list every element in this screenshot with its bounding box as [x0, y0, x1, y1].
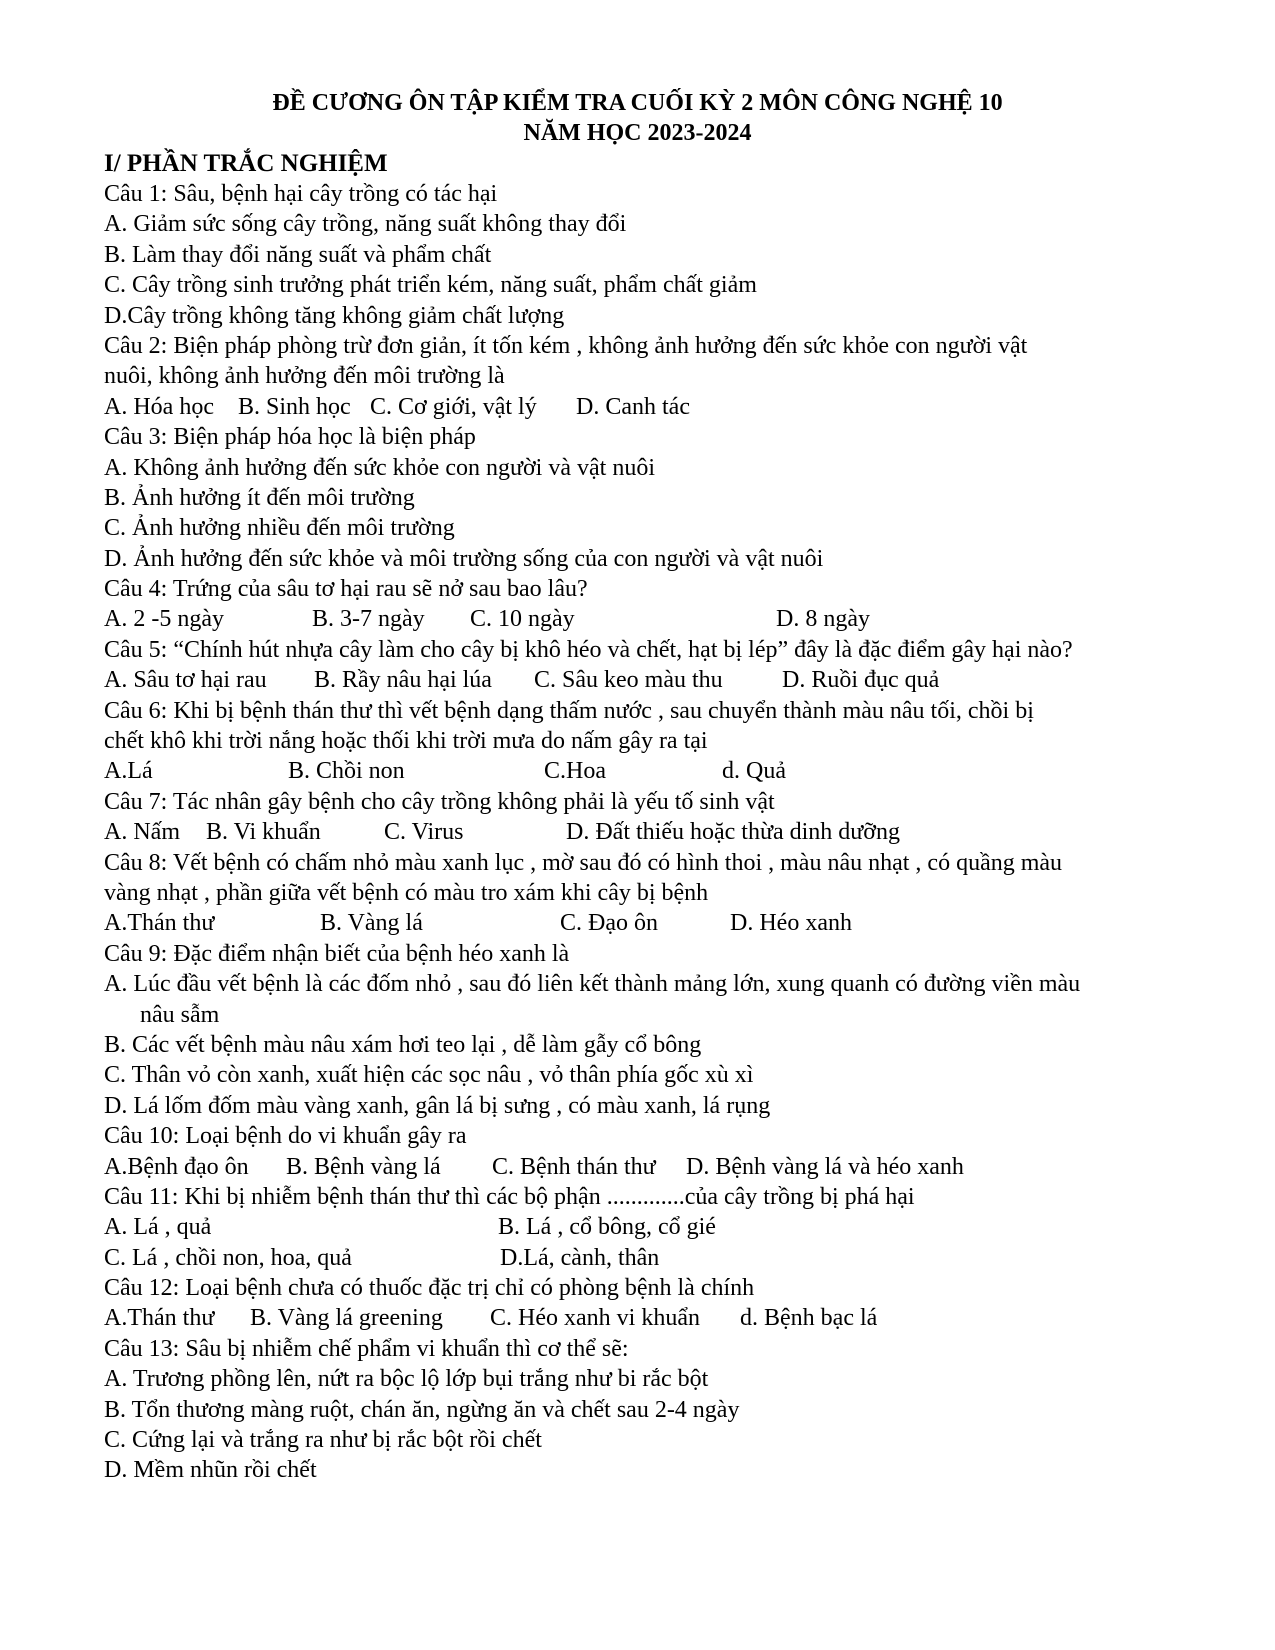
- q6-option-b: B. Chồi non: [288, 758, 405, 785]
- q12-option-d: d. Bệnh bạc lá: [740, 1305, 878, 1332]
- q3-option-c: C. Ảnh hưởng nhiều đến môi trường: [104, 515, 455, 542]
- q2-option-c: C. Cơ giới, vật lý: [370, 393, 537, 420]
- q11-options-row1: [104, 1212, 1214, 1242]
- q9-option-c: C. Thân vỏ còn xanh, xuất hiện các sọc nâu , vỏ thân phía gốc xù xì: [104, 1062, 754, 1089]
- q7-option-b: B. Vi khuẩn: [206, 819, 321, 846]
- q12-options: [104, 1303, 1214, 1333]
- q7-option-a: A. Nấm: [104, 819, 180, 846]
- q6-option-c: C.Hoa: [544, 758, 606, 785]
- question-3: Câu 3: Biện pháp hóa học là biện pháp: [104, 424, 476, 451]
- q3-option-d: D. Ảnh hưởng đến sức khỏe và môi trường sống của con người và vật nuôi: [104, 545, 824, 572]
- q13-option-c: C. Cứng lại và trắng ra như bị rắc bột rồi chết: [104, 1427, 542, 1454]
- q8-option-d: D. Héo xanh: [730, 910, 852, 937]
- q10-option-a: A.Bệnh đạo ôn: [104, 1153, 249, 1180]
- question-10: Câu 10: Loại bệnh do vi khuẩn gây ra: [104, 1123, 467, 1150]
- q1-option-a: A. Giảm sức sống cây trồng, năng suất không thay đổi: [104, 211, 627, 238]
- question-8: Câu 8: Vết bệnh có chấm nhỏ màu xanh lục , mờ sau đó có hình thoi , màu nâu nhạt , có quầng màu: [104, 849, 1063, 876]
- q6-option-d: d. Quả: [722, 758, 786, 785]
- q3-option-a: A. Không ảnh hưởng đến sức khỏe con người và vật nuôi: [104, 454, 655, 481]
- q6-options: [104, 756, 1214, 786]
- q9-option-a-cont: nâu sẫm: [140, 1001, 220, 1028]
- q12-option-b: B. Vàng lá greening: [250, 1305, 443, 1332]
- question-11: Câu 11: Khi bị nhiễm bệnh thán thư thì các bộ phận .............của cây trồng bị phá hại: [104, 1183, 915, 1210]
- q12-option-c: C. Héo xanh vi khuẩn: [490, 1305, 700, 1332]
- q13-option-d: D. Mềm nhũn rồi chết: [104, 1457, 317, 1484]
- q11-options-row2: [104, 1243, 1214, 1273]
- q11-option-b: B. Lá , cổ bông, cổ gié: [498, 1214, 716, 1241]
- q10-option-d: D. Bệnh vàng lá và héo xanh: [686, 1153, 964, 1180]
- q13-option-a: A. Trương phồng lên, nứt ra bộc lộ lớp bụi trắng như bi rắc bột: [104, 1366, 709, 1393]
- q7-options: [104, 817, 1214, 847]
- q2-option-a: A. Hóa học: [104, 393, 214, 420]
- question-9: Câu 9: Đặc điểm nhận biết của bệnh héo xanh là: [104, 940, 570, 967]
- q11-option-a: A. Lá , quả: [104, 1214, 212, 1241]
- q8-option-a: A.Thán thư: [104, 910, 215, 937]
- q4-options: [104, 604, 1214, 634]
- question-2-cont: nuôi, không ảnh hưởng đến môi trường là: [104, 363, 505, 390]
- q7-option-c: C. Virus: [384, 819, 464, 846]
- question-6: Câu 6: Khi bị bệnh thán thư thì vết bệnh dạng thấm nước , sau chuyển thành màu nâu tối, chồi bị: [104, 697, 1034, 724]
- q9-option-d: D. Lá lốm đốm màu vàng xanh, gân lá bị sưng , có màu xanh, lá rụng: [104, 1092, 771, 1119]
- exam-body: [104, 148, 1214, 1486]
- doc-title: ĐỀ CƯƠNG ÔN TẬP KIỂM TRA CUỐI KỲ 2 MÔN CÔNG NGHỆ 10: [272, 90, 1003, 116]
- question-12: Câu 12: Loại bệnh chưa có thuốc đặc trị chỉ có phòng bệnh là chính: [104, 1275, 755, 1302]
- q11-option-c: C. Lá , chồi non, hoa, quả: [104, 1244, 352, 1271]
- q4-option-c: C. 10 ngày: [470, 606, 575, 633]
- q2-option-b: B. Sinh học: [238, 393, 351, 420]
- q8-option-b: B. Vàng lá: [320, 910, 423, 937]
- question-13: Câu 13: Sâu bị nhiễm chế phẩm vi khuẩn thì cơ thể sẽ:: [104, 1335, 629, 1362]
- q3-option-b: B. Ảnh hưởng ít đến môi trường: [104, 484, 415, 511]
- q5-option-d: D. Ruồi đục quả: [782, 667, 940, 694]
- question-2: Câu 2: Biện pháp phòng trừ đơn giản, ít tốn kém , không ảnh hưởng đến sức khỏe con người vật: [104, 332, 1028, 359]
- q4-option-b: B. 3-7 ngày: [312, 606, 425, 633]
- q5-options: [104, 665, 1214, 695]
- q1-option-c: C. Cây trồng sinh trưởng phát triển kém, năng suất, phẩm chất giảm: [104, 272, 757, 299]
- q13-option-b: B. Tổn thương màng ruột, chán ăn, ngừng ăn và chết sau 2-4 ngày: [104, 1396, 740, 1423]
- q7-option-d: D. Đất thiếu hoặc thừa dinh dưỡng: [566, 819, 900, 846]
- q4-option-d: D. 8 ngày: [776, 606, 870, 633]
- q10-option-c: C. Bệnh thán thư: [492, 1153, 656, 1180]
- question-7: Câu 7: Tác nhân gây bệnh cho cây trồng không phải là yếu tố sinh vật: [104, 788, 775, 815]
- question-1: Câu 1: Sâu, bệnh hại cây trồng có tác hại: [104, 181, 498, 207]
- question-8-cont: vàng nhạt , phần giữa vết bệnh có màu tro xám khi cây bị bệnh: [104, 879, 709, 906]
- q4-option-a: A. 2 -5 ngày: [104, 606, 224, 633]
- q10-option-b: B. Bệnh vàng lá: [286, 1153, 441, 1180]
- q5-option-a: A. Sâu tơ hại rau: [104, 667, 267, 694]
- question-4: Câu 4: Trứng của sâu tơ hại rau sẽ nở sau bao lâu?: [104, 576, 588, 603]
- q12-option-a: A.Thán thư: [104, 1305, 215, 1332]
- question-5: Câu 5: “Chính hút nhựa cây làm cho cây bị khô héo và chết, hạt bị lép” đây là đặc điểm gây hại nào?: [104, 636, 1073, 663]
- q5-option-c: C. Sâu keo màu thu: [534, 667, 723, 694]
- q2-option-d: D. Canh tác: [576, 393, 690, 420]
- q6-option-a: A.Lá: [104, 758, 153, 785]
- q1-option-d: D.Cây trồng không tăng không giảm chất lượng: [104, 302, 565, 329]
- q1-option-b: B. Làm thay đổi năng suất và phẩm chất: [104, 241, 492, 268]
- section-heading: I/ PHẦN TRẮC NGHIỆM: [104, 150, 388, 177]
- q5-option-b: B. Rầy nâu hại lúa: [314, 667, 492, 694]
- q8-options: [104, 908, 1214, 938]
- doc-subtitle: NĂM HỌC 2023-2024: [523, 120, 752, 146]
- q9-option-b: B. Các vết bệnh màu nâu xám hơi teo lại , dễ làm gẫy cổ bông: [104, 1031, 702, 1058]
- question-6-cont: chết khô khi trời nắng hoặc thối khi trời mưa do nấm gây ra tại: [104, 728, 708, 755]
- q9-option-a: A. Lúc đầu vết bệnh là các đốm nhỏ , sau đó liên kết thành mảng lớn, xung quanh có đường viền màu: [104, 971, 1081, 998]
- q2-options: [104, 392, 1214, 422]
- q10-options: [104, 1152, 1214, 1182]
- q8-option-c: C. Đạo ôn: [560, 910, 658, 937]
- q11-option-d: D.Lá, cành, thân: [500, 1244, 660, 1271]
